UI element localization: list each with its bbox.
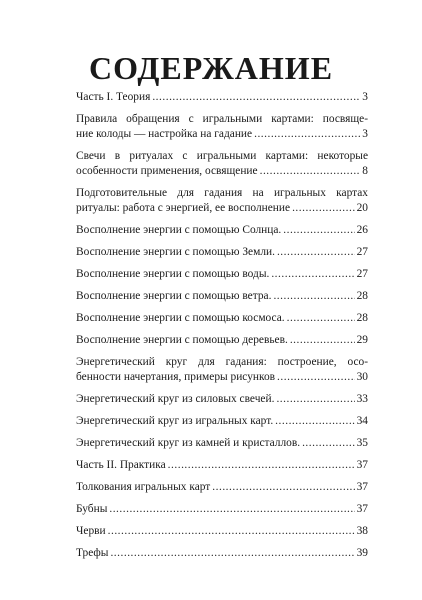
toc-entry-line: Правила обращения с игральными картами: посвяще-: [76, 113, 368, 125]
toc-entry[interactable]: [76, 112, 368, 142]
toc-page-number: 37: [356, 503, 368, 515]
toc-entry-row: [76, 436, 368, 451]
toc-entry-row: [76, 392, 368, 407]
toc-entry-row: [76, 164, 368, 179]
toc-entry[interactable]: [76, 480, 368, 495]
toc-entry[interactable]: [76, 502, 368, 517]
toc-page-number: 33: [356, 393, 368, 405]
toc-entry-row: [76, 480, 368, 495]
toc-entry-title: бенности начертания, примеры рисунков: [76, 371, 276, 383]
dot-leader: [275, 414, 354, 429]
toc-page-number: 27: [356, 268, 368, 280]
toc-page-number: 38: [356, 525, 368, 537]
dot-leader: [271, 267, 354, 282]
toc-page-number: 27: [356, 246, 368, 258]
dot-leader: [168, 458, 355, 473]
toc-page-number: 34: [356, 415, 368, 427]
toc-entry[interactable]: [76, 186, 368, 216]
toc-entry-title: Часть II. Практика: [76, 459, 166, 471]
toc-entry-row: [76, 245, 368, 260]
toc-entry-line: Подготовительные для гадания на игральных картах: [76, 187, 368, 199]
toc-entry-title: Энергетический круг из силовых свечей.: [76, 393, 275, 405]
toc-entry-row: [76, 524, 368, 539]
dot-leader: [273, 289, 354, 304]
toc-page-number: 37: [356, 459, 368, 471]
toc-entry[interactable]: [76, 414, 368, 429]
toc-entry-row: [76, 311, 368, 326]
toc-page-number: 3: [362, 128, 368, 140]
dot-leader: [152, 90, 360, 105]
toc-entry-title: Восполнение энергии с помощью воды.: [76, 268, 270, 280]
toc-page-number: 35: [356, 437, 368, 449]
toc-entry-line: Свечи в ритуалах с игральными картами: некоторые: [76, 150, 368, 162]
toc-entry[interactable]: [76, 245, 368, 260]
toc-page-number: 39: [356, 547, 368, 559]
toc-entry-title: Восполнение энергии с помощью Земли.: [76, 246, 275, 258]
toc-page-number: 37: [356, 481, 368, 493]
toc-page-number: 28: [356, 312, 368, 324]
toc-page-number: 28: [356, 290, 368, 302]
toc-entry-title: Черви: [76, 525, 106, 537]
toc-entry[interactable]: [76, 333, 368, 348]
toc-entry-title: ние колоды — настройка на гадание: [76, 128, 253, 140]
dot-leader: [277, 370, 355, 385]
dot-leader: [277, 245, 355, 260]
toc-entry-row: [76, 502, 368, 517]
toc-page-number: 29: [356, 334, 368, 346]
toc-page-number: 26: [356, 224, 368, 236]
dot-leader: [292, 201, 355, 216]
toc-entry-title: Часть I. Теория: [76, 91, 151, 103]
toc-entry[interactable]: [76, 149, 368, 179]
toc-entry[interactable]: [76, 267, 368, 282]
toc-entry-title: ритуалы: работа с энергией, ее восполнение: [76, 202, 291, 214]
dot-leader: [212, 480, 354, 495]
dot-leader: [290, 333, 355, 348]
dot-leader: [110, 546, 354, 561]
toc-entry-row: [76, 546, 368, 561]
toc-entry-row: [76, 90, 368, 105]
toc-entry-row: [76, 333, 368, 348]
toc-page-number: 3: [362, 91, 368, 103]
toc-entry-row: [76, 458, 368, 473]
toc-entry[interactable]: [76, 546, 368, 561]
dot-leader: [287, 311, 355, 326]
toc-entry-row: [76, 370, 368, 385]
toc-entry-title: Трефы: [76, 547, 109, 559]
toc-entry-row: [76, 414, 368, 429]
toc-entry[interactable]: [76, 458, 368, 473]
toc-entry-row: [76, 223, 368, 238]
dot-leader: [108, 524, 355, 539]
page-title: СОДЕРЖАНИЕ: [88, 50, 334, 86]
toc-entry[interactable]: [76, 355, 368, 385]
toc-page-number: 30: [356, 371, 368, 383]
toc-page-number: 8: [362, 165, 368, 177]
toc-entry-title: особенности применения, освящение: [76, 165, 258, 177]
toc-entry[interactable]: [76, 524, 368, 539]
toc-entry[interactable]: [76, 392, 368, 407]
toc-entry[interactable]: [76, 436, 368, 451]
table-of-contents: [76, 90, 368, 568]
toc-entry-title: Восполнение энергии с помощью Солнца.: [76, 224, 282, 236]
toc-entry-title: Энергетический круг из камней и кристаллов.: [76, 437, 301, 449]
toc-entry-line: Энергетический круг для гадания: построение, осо-: [76, 356, 368, 368]
dot-leader: [254, 127, 360, 142]
toc-entry-row: [76, 289, 368, 304]
toc-entry-title: Восполнение энергии с помощью ветра.: [76, 290, 272, 302]
toc-page-number: 20: [356, 202, 368, 214]
toc-entry-row: [76, 267, 368, 282]
dot-leader: [302, 436, 355, 451]
toc-entry[interactable]: [76, 223, 368, 238]
toc-entry-title: Бубны: [76, 503, 108, 515]
toc-entry[interactable]: [76, 311, 368, 326]
dot-leader: [283, 223, 354, 238]
dot-leader: [276, 392, 354, 407]
dot-leader: [260, 164, 361, 179]
toc-entry-title: Энергетический круг из игральных карт.: [76, 415, 274, 427]
toc-entry-title: Восполнение энергии с помощью космоса.: [76, 312, 285, 324]
toc-entry-row: [76, 201, 368, 216]
toc-entry-row: [76, 127, 368, 142]
dot-leader: [109, 502, 354, 517]
toc-entry[interactable]: [76, 90, 368, 105]
toc-entry-title: Толкования игральных карт: [76, 481, 211, 493]
toc-entry[interactable]: [76, 289, 368, 304]
toc-entry-title: Восполнение энергии с помощью деревьев.: [76, 334, 288, 346]
